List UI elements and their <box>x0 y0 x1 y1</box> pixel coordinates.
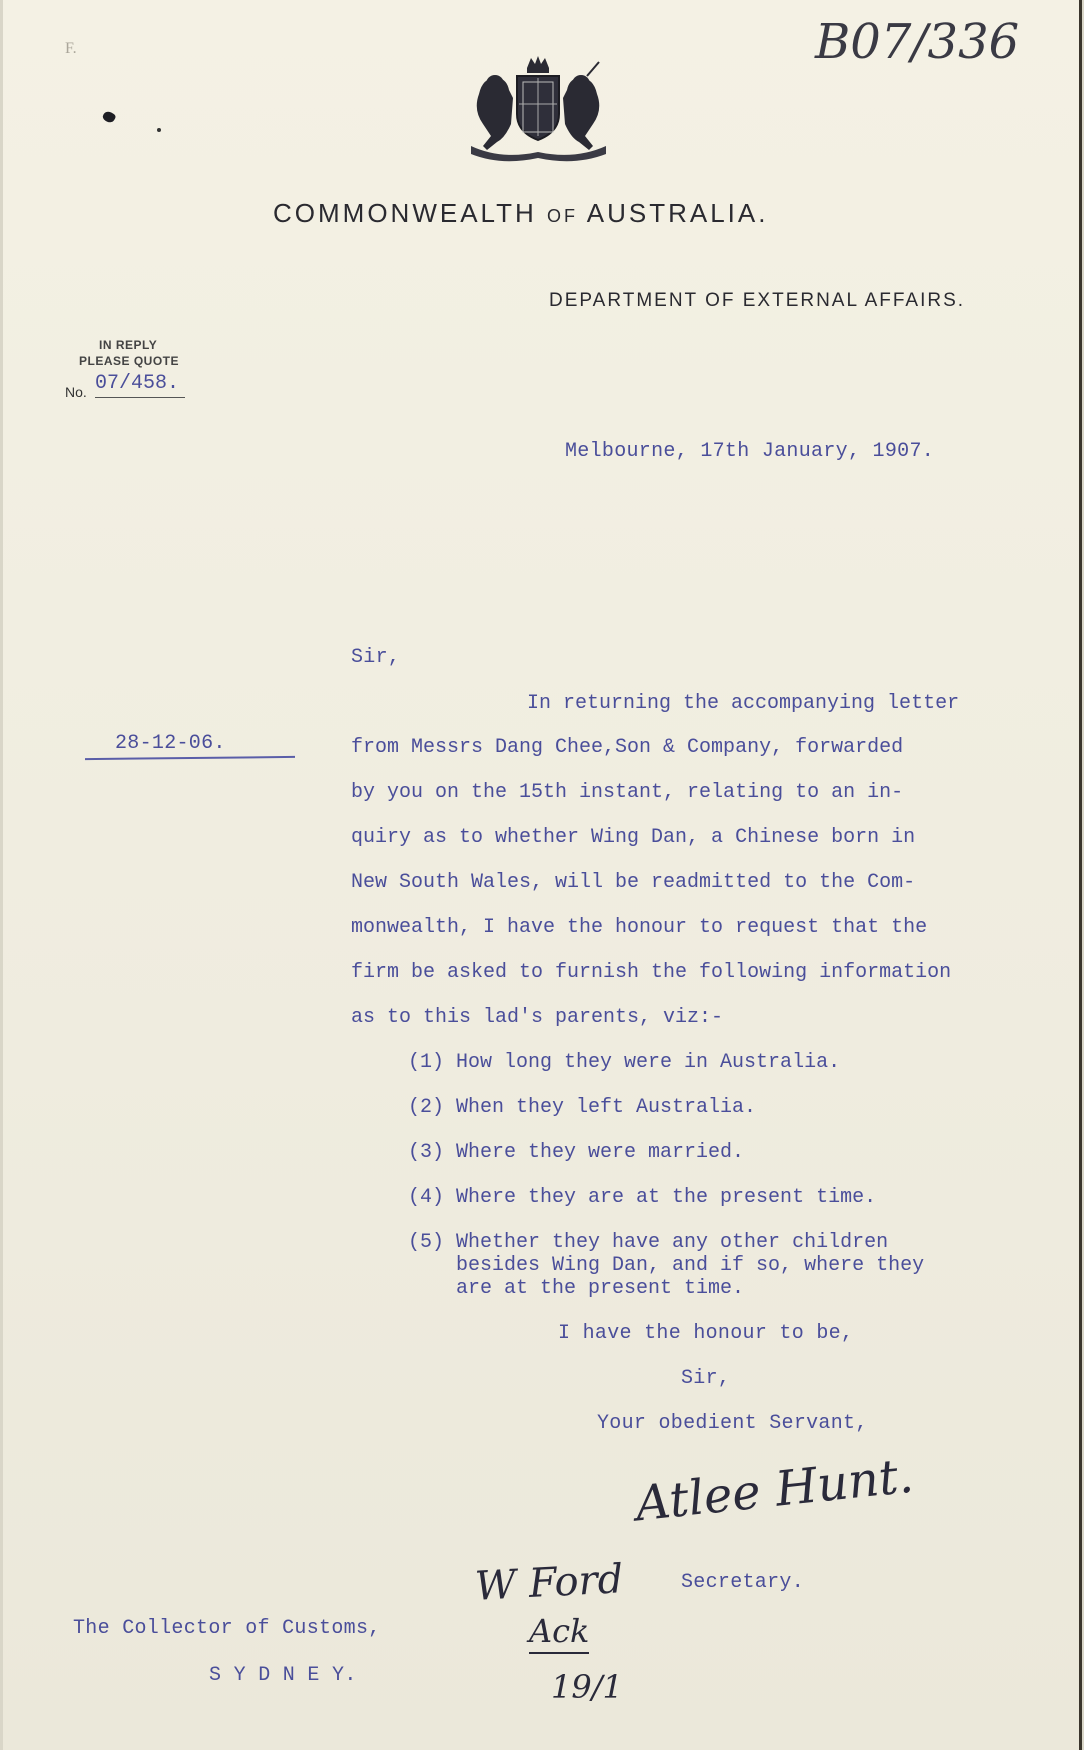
department-name: DEPARTMENT OF EXTERNAL AFFAIRS. <box>549 290 966 311</box>
body-line: New South Wales, will be readmitted to the Com- <box>351 871 916 894</box>
reply-number-label: No. <box>65 384 87 400</box>
corner-mark: F. <box>65 40 77 57</box>
coat-of-arms-icon <box>461 54 616 164</box>
letterhead-title <box>273 198 768 229</box>
reply-quote-line1: IN REPLY <box>99 338 158 352</box>
closing-servant: Your obedient Servant, <box>597 1412 868 1435</box>
list-item-continuation: are at the present time. <box>408 1277 745 1300</box>
margin-underline <box>85 756 295 760</box>
addressee-line1: The Collector of Customs, <box>73 1617 381 1640</box>
list-item: (1) How long they were in Australia. <box>408 1051 841 1074</box>
body-line: firm be asked to furnish the following information <box>351 961 952 984</box>
addressee-line2: S Y D N E Y. <box>209 1664 357 1687</box>
list-item: (5) Whether they have any other children <box>408 1231 889 1254</box>
ink-speck <box>101 110 116 125</box>
annotation-date-handwritten: 19/1 <box>551 1668 623 1706</box>
body-line: monwealth, I have the honour to request that the <box>351 916 928 939</box>
annotation-note-handwritten: Ack <box>529 1612 589 1654</box>
list-item: (4) Where they are at the present time. <box>408 1186 877 1209</box>
letterhead-title-of: OF <box>546 206 578 226</box>
letterhead-title-a: COMMONWEALTH <box>273 198 537 228</box>
body-line: as to this lad's parents, viz:- <box>351 1006 724 1029</box>
reply-number-value: 07/458. <box>95 372 185 398</box>
annotation-initials-handwritten: W Ford <box>473 1556 625 1610</box>
ink-speck <box>157 128 161 132</box>
margin-reference-date: 28-12-06. <box>115 732 226 755</box>
body-line: In returning the accompanying letter <box>527 692 960 715</box>
list-item: (3) Where they were married. <box>408 1141 745 1164</box>
signature-handwritten: Atlee Hunt. <box>632 1447 916 1533</box>
closing-line: I have the honour to be, <box>558 1322 854 1345</box>
salutation: Sir, <box>351 646 401 669</box>
place-date: Melbourne, 17th January, 1907. <box>565 440 935 463</box>
closing-sir: Sir, <box>681 1367 731 1390</box>
body-line: from Messrs Dang Chee,Son & Company, forwarded <box>351 736 904 759</box>
letterhead-title-b: AUSTRALIA. <box>586 198 769 228</box>
list-item: (2) When they left Australia. <box>408 1096 757 1119</box>
signatory-title: Secretary. <box>681 1571 805 1594</box>
letter-page <box>3 0 1082 1750</box>
body-line: quiry as to whether Wing Dan, a Chinese born in <box>351 826 916 849</box>
reply-quote-line2: PLEASE QUOTE <box>79 354 180 368</box>
body-line: by you on the 15th instant, relating to an in- <box>351 781 904 804</box>
file-reference-handwritten: B07/336 <box>815 14 1020 70</box>
list-item-continuation: besides Wing Dan, and if so, where they <box>408 1254 925 1277</box>
